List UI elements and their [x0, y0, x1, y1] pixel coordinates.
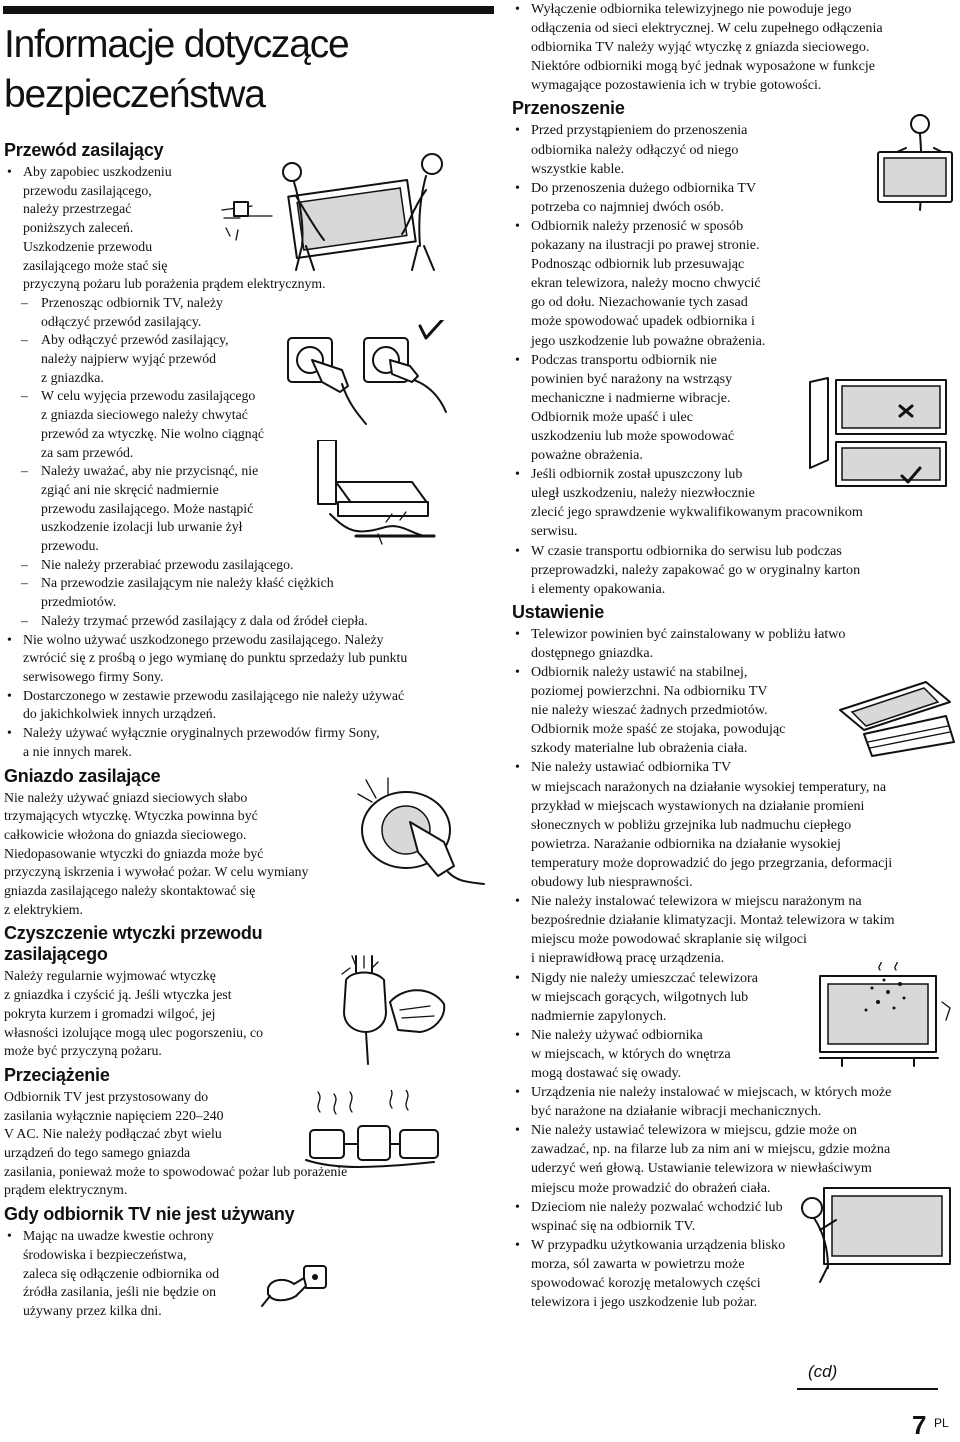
section-heading: Czyszczenie wtyczki przewodu zasilającego: [4, 923, 263, 965]
list-item: • Nie należy instalować telewizora w miejscu narażonym na bezpośrednie działanie klimatyzacji. Montaż telewizora w takim miejscu może powodować skraplanie się wilgoci i nieprawidłową pracę urządzenia.: [512, 892, 956, 968]
list-item: • Podczas transportu odbiornik nie powinien być narażony na wstrząsy mechaniczne i nadmierne wibracje. Odbiornik może upaść i ulec uszkodzeniu lub może spowodować poważne obrażenia.: [512, 351, 956, 466]
list-item: • Nigdy nie należy umieszczać telewizora w miejscach gorących, wilgotnych lub nadmiernie zapylonych.: [512, 969, 956, 1026]
section-not-in-use: [4, 1204, 496, 1321]
unplugging-cord-check-icon: [282, 320, 454, 428]
list-subitem: – Przenosząc odbiornik TV, należy odłączyć przewód zasilający.: [4, 294, 496, 331]
tv-steam-icon: [818, 962, 954, 1068]
section-heading: Gniazdo zasilające: [4, 765, 161, 786]
hand-unplugging-icon: [260, 1264, 330, 1308]
list-subitem: – W celu wyjęcia przewodu zasilającego z gniazda sieciowego należy chwytać przewód za wtyczkę. Nie wolno ciągnąć za sam przewód.: [4, 387, 496, 462]
section-heading: Ustawienie: [512, 601, 605, 622]
list-item: • Do przenoszenia dużego odbiornika TV potrzeba co najmniej dwóch osób.: [512, 179, 956, 217]
list-item: • Należy używać wyłącznie oryginalnych przewodów firmy Sony, a nie innych marek.: [4, 724, 496, 761]
section-heading: Przenoszenie: [512, 98, 625, 119]
list-item: • Urządzenia nie należy instalować w miejscach, w których może być narażone na działanie wibracji mechanicznych.: [512, 1083, 956, 1121]
section-body: Nie należy używać gniazd sieciowych słabo trzymających wtyczkę. Wtyczka powinna być całkowicie włożona do gniazda sieciowego. Niedopasowanie wtyczki do gniazda może być przyczyną iskrzenia i wywołać pożar. W celu wymiany gniazda zasilającego należy skontaktować się z elektrykiem.: [4, 789, 309, 917]
plug-socket-icon: [344, 772, 488, 888]
overloaded-socket-icon: [296, 1090, 444, 1172]
continued-mark: (cd): [808, 1362, 838, 1381]
title-bar-rule: [3, 6, 494, 14]
list-item: • Jeśli odbiornik został upuszczony lub uległ uszkodzeniu, należy niezwłocznie zlecić jego sprawdzenie wykwalifikowanym pracownikom serwisu.: [512, 465, 956, 541]
section-heading: Przewód zasilający: [4, 140, 164, 160]
list-item: • Odbiornik należy przenosić w sposób pokazany na ilustracji po prawej stronie. Podnosząc odbiornik lub przesuwając ekran telewizora, należy mocno chwycić go od dołu. Niezachowanie tych zasad może spowodować upadek odbiornika i jego uszkodzenie lub poważne obrażenia.: [512, 217, 956, 351]
list-item: • Nie należy ustawiać odbiornika TV w miejscach narażonych na działanie wysokiej temperatury, na przykład w miejscach wystawionych na działanie promieni słonecznych w pobliżu grzejnika lub nadmuchu ciepłego powietrza. Narażanie odbiornika na działanie wysokiej temperatury może doprowadzić do jego przegrzania, deformacji obudowy lub niesprawności.: [512, 758, 956, 892]
cross-and-check-icon: [806, 376, 956, 488]
list-item: • Dzieciom nie należy pozwalać wchodzić lub wspinać się na odbiornik TV.: [512, 1198, 956, 1236]
list-item: • Aby zapobiec uszkodzeniu przewodu zasilającego, należy przestrzegać poniższych zaleceń. Uszkodzenie przewodu zasilającego może stać się przyczyną pożaru lub porażenia prądem elektrycznym.: [4, 163, 496, 294]
footer-rule: [797, 1388, 938, 1390]
list-item: • Nie należy ustawiać telewizora w miejscu, gdzie może on zawadzać, np. na filarze lub za nim ani w miejscu, gdzie można uderzyć weń głową. Ustawianie telewizora w niewłaściwym miejscu może prowadzić do obrażeń ciała.: [512, 1121, 956, 1197]
list-item: • Nie należy używać odbiornika w miejscach, w których do wnętrza mogą dostawać się owady.: [512, 1026, 956, 1083]
tv-on-cord-icon: [316, 440, 440, 554]
list-subitem: – Nie należy przerabiać przewodu zasilającego.: [4, 556, 496, 575]
list-subitem: – Na przewodzie zasilającym nie należy kłaść ciężkich przedmiotów.: [4, 574, 496, 611]
list-item: • W przypadku użytkowania urządzenia blisko morza, sól zawarta w powietrzu może spowodować korozję metalowych części telewizora i jego uszkodzenie lub pożar.: [512, 1236, 956, 1312]
section-heading: Gdy odbiornik TV nie jest używany: [4, 1204, 295, 1225]
list-item: • Mając na uwadze kwestie ochrony środowiska i bezpieczeństwa, zaleca się odłączenie odbiornika od źródła zasilania, jeśli nie będzie on używany przez kilka dni.: [4, 1227, 496, 1321]
list-item: • Wyłączenie odbiornika telewizyjnego nie powoduje jego odłączenia od sieci elektrycznej. W celu zupełnego odłączenia odbiornika TV należy wyjąć wtyczkę z gniazda sieciowego. Niektóre odbiorniki mogą być jednak wyposażone w funkcje wymagające pozostawienia ich w trybie gotowości.: [512, 0, 956, 95]
list-item: • W czasie transportu odbiornika do serwisu lub podczas przeprowadzki, należy zapakować go w oryginalny karton i elementy opakowania.: [512, 542, 956, 599]
section-heading: Przeciążenie: [4, 1064, 110, 1085]
section-body: Odbiornik TV jest przystosowany do zasilania wyłącznie napięciem 220–240 V AC. Nie należy podłączać zbyt wielu urządzeń do tego samego gniazda zasilania, ponieważ może to spowodować pożar lub porażenie prądem elektrycznym.: [4, 1088, 348, 1198]
list-subitem: – Należy trzymać przewód zasilający z dala od źródeł ciepła.: [4, 612, 496, 631]
section-body: Należy regularnie wyjmować wtyczkę z gniazdka i czyścić ją. Jeśli wtyczka jest pokryta kurzem i gromadzi wilgoć, jej własności izolujące mogą ulec pogorszeniu, co może być przyczyną pożaru.: [4, 968, 263, 1059]
two-people-carrying-tv-icon: [212, 150, 450, 272]
list-subitem: – Należy uważać, aby nie przycisnąć, nie zgiąć ani nie skręcić nadmiernie przewodu zasilającego. Może nastąpić uszkodzenie izolacji lub urwanie żył przewodu.: [4, 462, 496, 556]
cleaning-plug-icon: [334, 946, 452, 1068]
list-item: • Telewizor powinien być zainstalowany w pobliżu łatwo dostępnego gniazdka.: [512, 625, 956, 663]
list-item: • Dostarczonego w zestawie przewodu zasilającego nie należy używać do jakichkolwiek innych urządzeń.: [4, 687, 496, 724]
list-subitem: – Aby odłączyć przewód zasilający, należy najpierw wyjąć przewód z gniazdka.: [4, 331, 496, 387]
tv-on-stand-icon: [838, 680, 956, 758]
list-item: • Przed przystąpieniem do przenoszenia odbiornika należy odłączyć od niego wszystkie kable.: [512, 121, 956, 178]
page-title-line: bezpieczeństwa: [4, 73, 265, 116]
page-title: [4, 20, 484, 120]
list-item: • Nie wolno używać uszkodzonego przewodu zasilającego. Należy zwrócić się z prośbą o jego wymianę do punktu sprzedaży lub punktu serwisowego firmy Sony.: [4, 631, 496, 687]
page-title-line: Informacje dotyczące: [4, 23, 349, 66]
language-code: PL: [934, 1416, 949, 1430]
list-item: • Odbiornik należy ustawić na stabilnej, poziomej powierzchni. Na odbiorniku TV nie należy wieszać żadnych przedmiotów. Odbiornik może spaść ze stojaka, powodując szkody materialne lub obrażenia ciała.: [512, 663, 956, 758]
page-number: 7: [912, 1410, 927, 1440]
person-holding-tv-icon: [870, 112, 958, 214]
child-tv-icon: [800, 1186, 952, 1284]
